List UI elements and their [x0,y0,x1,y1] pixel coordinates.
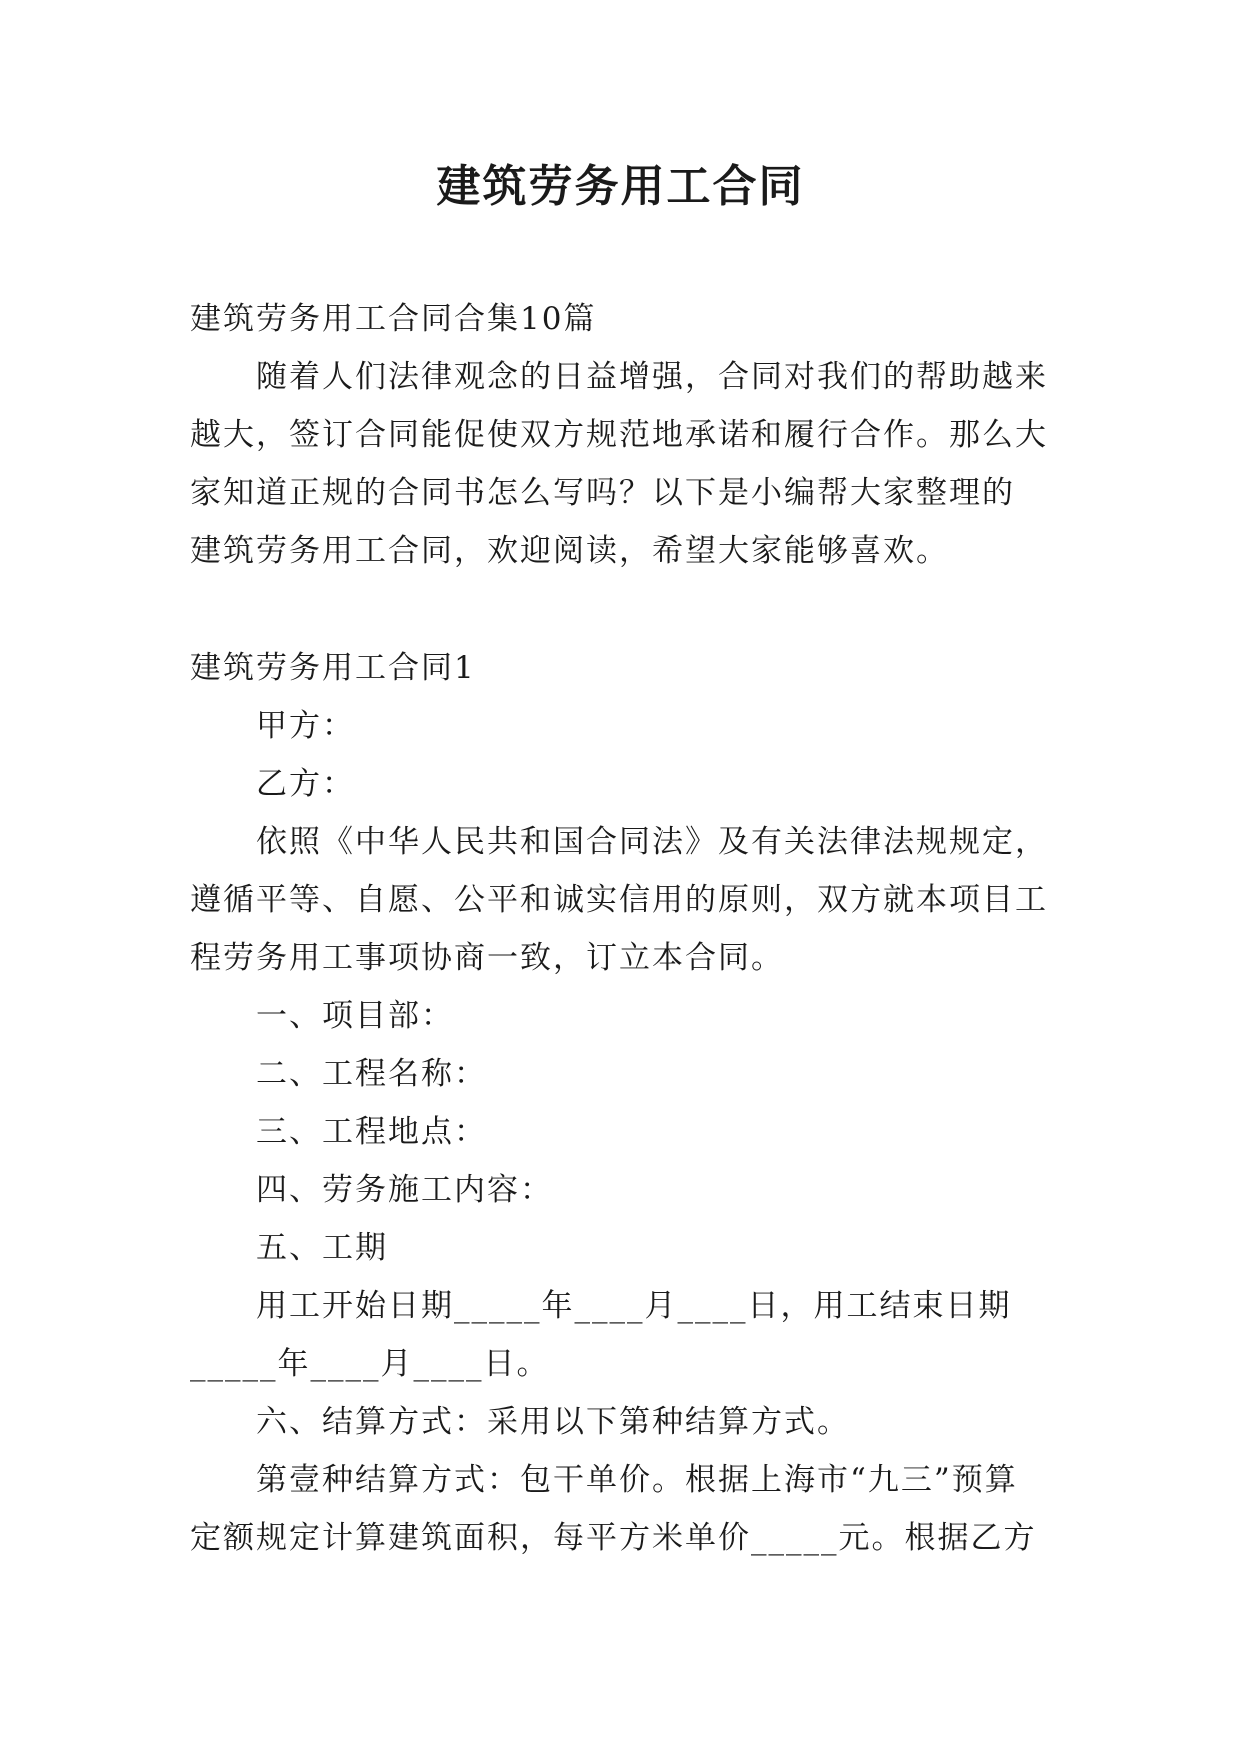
text-line: 乙方： [256,766,355,802]
text-line: 第壹种结算方式：包干单价。根据上海市“九三”预算 [256,1462,1018,1498]
text-line: 随着人们法律观念的日益增强，合同对我们的帮助越来 [256,359,1048,395]
paragraph-gap [190,580,1060,639]
text-line: _____年____月____日。 [190,1346,550,1382]
text-line: 用工开始日期_____年____月____日，用工结束日期 [256,1288,1012,1324]
text-line: 六、结算方式：采用以下第种结算方式。 [256,1404,850,1440]
text-line: 建筑劳务用工合同，欢迎阅读，希望大家能够喜欢。 [190,533,949,569]
text-line: 三、工程地点： [256,1114,487,1150]
text-line: 建筑劳务用工合同合集10篇 [190,301,597,337]
text-line: 程劳务用工事项协商一致，订立本合同。 [190,940,784,976]
text-line: 定额规定计算建筑面积，每平方米单价_____元。根据乙方 [190,1520,1037,1556]
text-line: 甲方： [256,708,355,744]
document-title: 建筑劳务用工合同 [436,161,805,212]
text-line: 一、项目部： [256,998,454,1034]
text-line: 五、工期 [256,1230,388,1266]
document-body [190,290,1060,1567]
text-line: 越大，签订合同能促使双方规范地承诺和履行合作。那么大 [190,417,1048,453]
text-line: 遵循平等、自愿、公平和诚实信用的原则，双方就本项目工 [190,882,1048,918]
text-line: 依照《中华人民共和国合同法》及有关法律法规规定， [256,824,1048,860]
text-line: 二、工程名称： [256,1056,487,1092]
text-line: 建筑劳务用工合同1 [190,650,476,686]
text-line: 四、劳务施工内容： [256,1172,553,1208]
text-line: 家知道正规的合同书怎么写吗？以下是小编帮大家整理的 [190,475,1015,511]
